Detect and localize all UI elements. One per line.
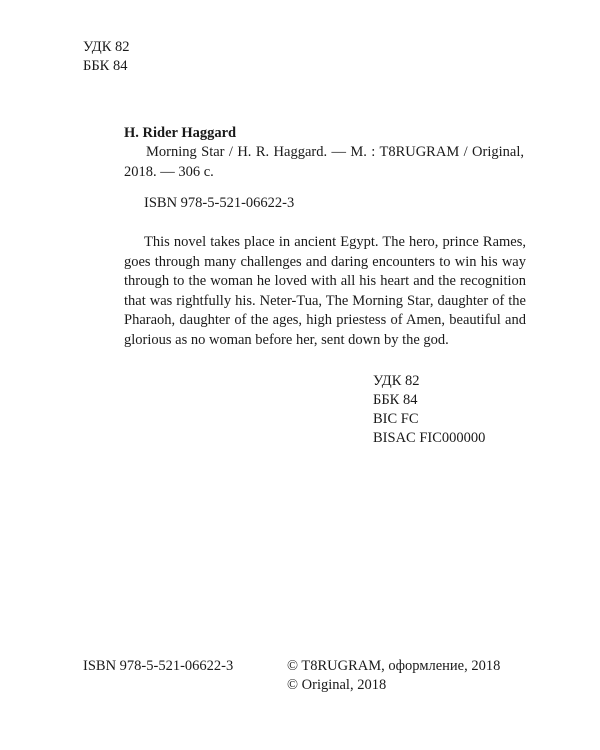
udk-code-right: УДК 82 — [373, 373, 420, 389]
isbn-bottom: ISBN 978-5-521-06622-3 — [83, 658, 234, 674]
annotation-block — [124, 233, 526, 351]
imprint-block — [124, 143, 524, 182]
annotation-text: This novel takes place in ancient Egypt. The hero, prince Rames, goes through many challenges and daring encounters to win his way through to the woman he loved with all his heart and the recognition that was rightfully his. Neter-Tua, The Morning Star, daughter of the Pharaoh, daughter of the ages, high priestess of Amen, beautiful and glorious as no woman before her, sent down by the god. — [124, 234, 526, 348]
bbk-code-right: ББК 84 — [373, 392, 418, 408]
bbk-code: ББК 84 — [83, 58, 128, 74]
bisac-code: BISAC FIC000000 — [373, 430, 486, 446]
top-classification-codes — [83, 38, 130, 76]
copyright-line-original: © Original, 2018 — [287, 677, 387, 693]
right-classification-codes — [373, 372, 485, 448]
copyright-line-design: © T8RUGRAM, оформление, 2018 — [287, 658, 501, 674]
copyright-block — [287, 657, 500, 695]
udk-code: УДК 82 — [83, 39, 130, 55]
isbn-main: ISBN 978-5-521-06622-3 — [144, 195, 295, 211]
bic-code: BIC FC — [373, 411, 419, 427]
author-name: H. Rider Haggard — [124, 125, 237, 141]
imprint-text: Morning Star / H. R. Haggard. — M. : T8RUGRAM / Original, 2018. — 306 c. — [124, 144, 524, 180]
